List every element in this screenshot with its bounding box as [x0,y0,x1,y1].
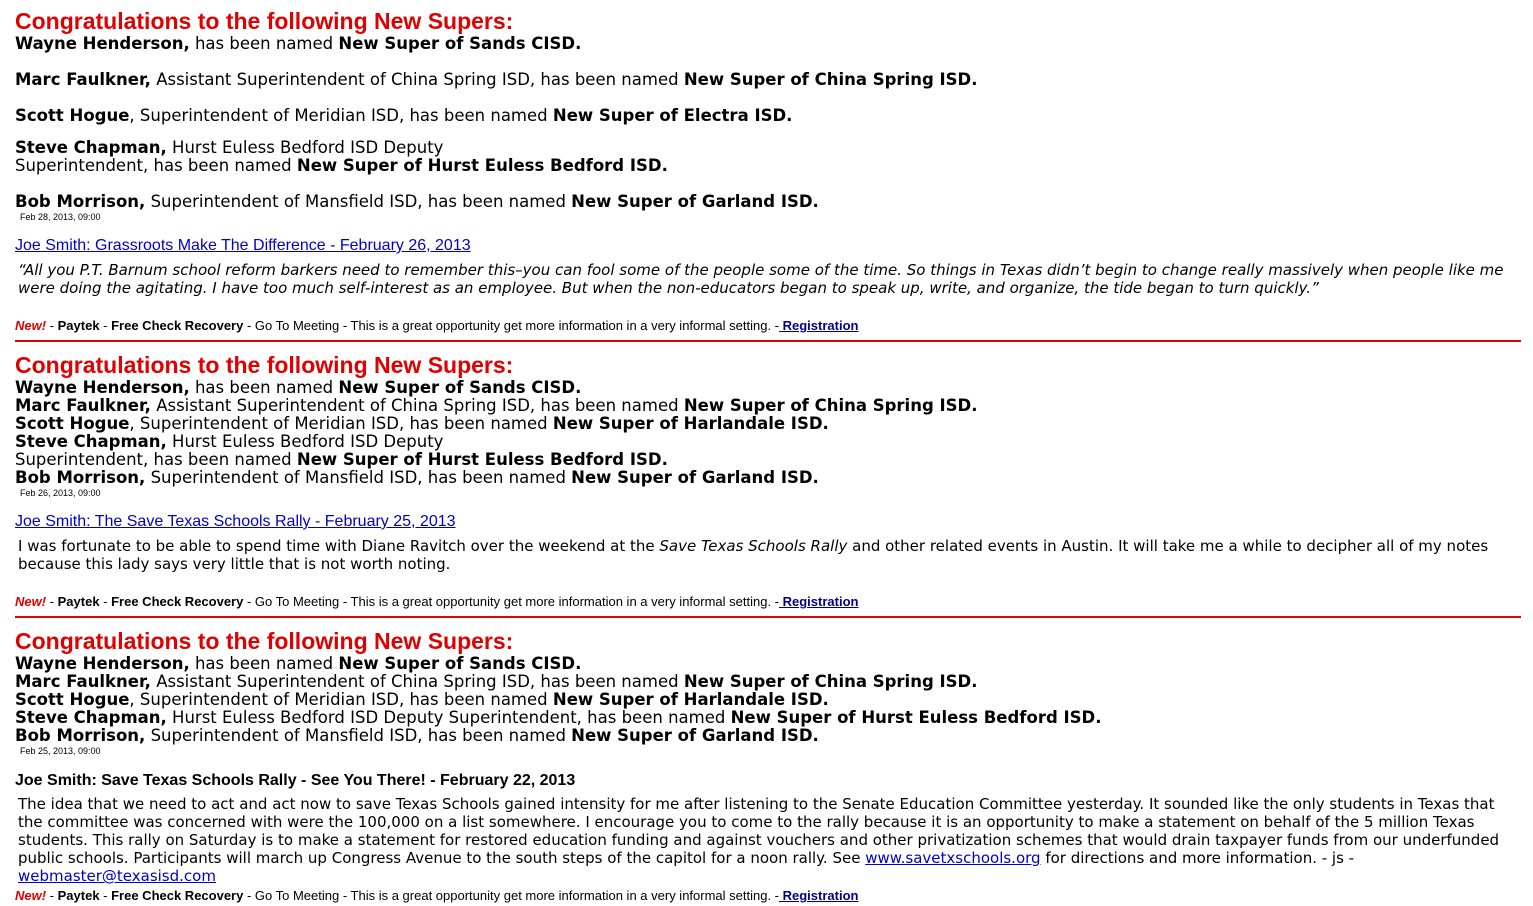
announcement-line: Wayne Henderson, has been named New Super of Sands CISD. [15,34,582,53]
section-divider [15,340,1521,342]
section-heading: Congratulations to the following New Supers: [15,352,514,378]
promo-bar: New! - Paytek - Free Check Recovery - Go To Meeting - This is a great opportunity get more information in a very informal setting. - Registration [15,318,859,333]
news-section-2 [15,351,1521,616]
registration-link[interactable]: Registration [779,318,859,333]
promo-bar: New! - Paytek - Free Check Recovery - Go To Meeting - This is a great opportunity get more information in a very informal setting. - Registration [15,594,859,609]
announcement-line: Superintendent, has been named New Super of Hurst Euless Bedford ISD. [15,450,668,469]
announcement-line: Wayne Henderson, has been named New Super of Sands CISD. [15,378,582,397]
article-excerpt: The idea that we need to act and act now to save Texas Schools gained intensity for me after listening to the Senate Education Committee yesterday. It sounded like the only students in Texas that the committee was concerned with were the 100,000 on a list somewhere. I encourage you to come to the rally because it is an opportunity to make a statement on behalf of the 5 million Texas students. This rally on Saturday is to make a statement for restored education funding and against vouchers and other privatization schemes that would drain taxpayer funds from our underfunded public schools. Participants will march up Congress Avenue to the south steps of the capitol for a noon rally. See www.savetxschools.org for directions and more information. - js - webmaster@texasisd.com [18,795,1500,885]
announcement-line: Bob Morrison, Superintendent of Mansfield ISD, has been named New Super of Garland ISD. [15,468,819,487]
registration-link[interactable]: Registration [779,888,859,903]
article-quote: “All you P.T. Barnum school reform barkers need to remember this–you can fool some of the people some of the time. So things in Texas didn’t begin to change really massively when people like me were doing the agitating. I have too much self-interest as an employee. But when the non-educators began to speak up, write, and organize, the tide began to turn quickly.” [18,261,1504,297]
announcement-line: Wayne Henderson, has been named New Super of Sands CISD. [15,654,582,673]
announcement-line: Bob Morrison, Superintendent of Mansfield ISD, has been named New Super of Garland ISD. [15,192,819,211]
savetxschools-link[interactable]: www.savetxschools.org [865,849,1041,867]
webmaster-email-link[interactable]: webmaster@texasisd.com [18,867,216,885]
post-date: Feb 26, 2013, 09:00 [20,488,101,498]
article-title-link[interactable]: Joe Smith: Grassroots Make The Difference - February 26, 2013 [15,237,471,254]
new-badge: New! [15,888,47,903]
promo-bar: New! - Paytek - Free Check Recovery - Go To Meeting - This is a great opportunity get more information in a very informal setting. - Registration [15,888,859,903]
new-badge: New! [15,318,47,333]
announcement-line: Scott Hogue, Superintendent of Meridian ISD, has been named New Super of Harlandale ISD. [15,414,829,433]
announcement-line: Marc Faulkner, Assistant Superintendent of China Spring ISD, has been named New Super of China Spring ISD. [15,70,978,89]
announcement-line: Steve Chapman, Hurst Euless Bedford ISD Deputy Superintendent, has been named New Super of Hurst Euless Bedford ISD. [15,708,1102,727]
news-section-3 [15,627,1521,906]
news-section-1 [15,7,1521,337]
announcement-line: Steve Chapman, Hurst Euless Bedford ISD Deputy [15,432,444,451]
announcement-line: Scott Hogue, Superintendent of Meridian ISD, has been named New Super of Harlandale ISD. [15,690,829,709]
post-date: Feb 28, 2013, 09:00 [20,212,101,222]
section-heading: Congratulations to the following New Supers: [15,628,514,654]
article-title-link[interactable]: Joe Smith: The Save Texas Schools Rally - February 25, 2013 [15,513,456,530]
section-divider [15,616,1521,618]
post-date: Feb 25, 2013, 09:00 [20,746,101,756]
announcement-line: Scott Hogue, Superintendent of Meridian ISD, has been named New Super of Electra ISD. [15,106,793,125]
section-heading: Congratulations to the following New Supers: [15,8,514,34]
announcement-line: Marc Faulkner, Assistant Superintendent of China Spring ISD, has been named New Super of China Spring ISD. [15,396,978,415]
announcement-line: Bob Morrison, Superintendent of Mansfield ISD, has been named New Super of Garland ISD. [15,726,819,745]
announcement-line: Superintendent, has been named New Super of Hurst Euless Bedford ISD. [15,156,668,175]
new-badge: New! [15,594,47,609]
article-excerpt: I was fortunate to be able to spend time with Diane Ravitch over the weekend at the Save Texas Schools Rally and other related events in Austin. It will take me a while to decipher all of my notes because this lady says very little that is not worth noting. [18,537,1489,573]
announcement-line: Steve Chapman, Hurst Euless Bedford ISD Deputy [15,138,444,157]
registration-link[interactable]: Registration [779,594,859,609]
article-title: Joe Smith: Save Texas Schools Rally - See You There! - February 22, 2013 [15,772,576,789]
announcement-line: Marc Faulkner, Assistant Superintendent of China Spring ISD, has been named New Super of China Spring ISD. [15,672,978,691]
